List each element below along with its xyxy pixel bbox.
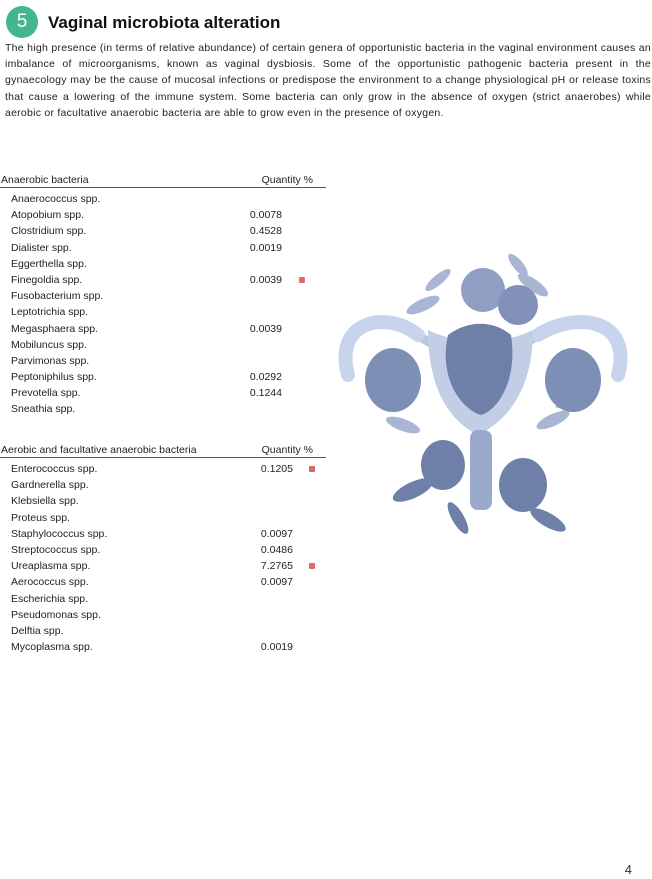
bacteria-name: Aerococcus spp.	[11, 576, 89, 589]
bacteria-name: Sneathia spp.	[11, 403, 76, 416]
quantity-value: 0.4528	[249, 225, 282, 238]
table-row	[0, 191, 326, 207]
table-row	[0, 623, 326, 639]
bacteria-name: Delftia spp.	[11, 624, 64, 637]
bacteria-name: Proteus spp.	[11, 511, 70, 524]
table-row	[0, 401, 326, 417]
bacteria-name: Atopobium spp.	[11, 209, 84, 222]
bacteria-name: Prevotella spp.	[11, 387, 81, 400]
bacteria-name: Anaerococcus spp.	[11, 193, 101, 205]
table-row	[0, 558, 326, 574]
table-row	[0, 461, 326, 477]
bacteria-name: Staphylococcus spp.	[11, 527, 108, 540]
table-row	[0, 207, 326, 223]
bacteria-name: Finegoldia spp.	[11, 273, 83, 286]
bacteria-name: Pseudomonas spp.	[11, 608, 101, 621]
table-row	[0, 385, 326, 401]
table-header	[0, 174, 326, 188]
quantity-value: 0.0039	[249, 322, 282, 335]
bacteria-name: Peptoniphilus spp.	[11, 371, 97, 384]
bacteria-name: Eggerthella spp.	[11, 257, 87, 270]
table-row	[0, 321, 326, 337]
table-body	[0, 191, 326, 418]
bacteria-name: Fusobacterium spp.	[11, 290, 104, 303]
table-row	[0, 639, 326, 655]
quantity-value: 0.1205	[260, 463, 293, 475]
table-row	[0, 510, 326, 526]
bacteria-name: Clostridium spp.	[11, 225, 87, 238]
table-row	[0, 288, 326, 304]
bacteria-name: Enterococcus spp.	[11, 463, 98, 475]
column-header-quantity: Quantity %	[261, 174, 313, 186]
bacteria-name: Escherichia spp.	[11, 592, 89, 605]
bacteria-name: Gardnerella spp.	[11, 479, 89, 492]
anaerobic-bacteria-table	[0, 174, 326, 418]
quantity-value: 0.0019	[249, 241, 282, 254]
page-title: Vaginal microbiota alteration	[48, 13, 281, 32]
table-body	[0, 461, 326, 655]
quantity-value: 0.1244	[249, 387, 282, 400]
bacteria-name: Ureaplasma spp.	[11, 560, 91, 573]
table-header	[0, 444, 326, 458]
table-row	[0, 526, 326, 542]
uterus-floral-illustration	[328, 250, 638, 550]
column-header-name: Anaerobic bacteria	[1, 174, 89, 186]
table-row	[0, 304, 326, 320]
table-row	[0, 477, 326, 493]
table-row	[0, 591, 326, 607]
table-row	[0, 369, 326, 385]
table-row	[0, 223, 326, 239]
section-number-badge: 5	[6, 6, 38, 38]
quantity-value: 0.0292	[249, 371, 282, 384]
quantity-value: 0.0078	[249, 209, 282, 222]
bacteria-name: Leptotrichia spp.	[11, 306, 89, 319]
bacteria-name: Mycoplasma spp.	[11, 641, 93, 654]
bacteria-name: Megasphaera spp.	[11, 322, 98, 335]
table-row	[0, 574, 326, 590]
bacteria-name: Parvimonas spp.	[11, 354, 90, 367]
quantity-value: 0.0039	[249, 273, 282, 286]
table-row	[0, 256, 326, 272]
column-header-quantity: Quantity %	[261, 444, 313, 456]
alert-flag-icon	[309, 563, 315, 569]
bacteria-name: Streptococcus spp.	[11, 543, 101, 556]
bacteria-name: Klebsiella spp.	[11, 495, 79, 508]
table-row	[0, 353, 326, 369]
page-number: 4	[624, 862, 632, 877]
alert-flag-icon	[299, 277, 305, 283]
table-row	[0, 337, 326, 353]
quantity-value: 0.0097	[260, 576, 293, 589]
quantity-value: 0.0097	[260, 527, 293, 540]
table-row	[0, 607, 326, 623]
aerobic-bacteria-table	[0, 444, 326, 655]
intro-paragraph: The high presence (in terms of relative abundance) of certain genera of opportunistic bacteria in the vaginal environment causes an imbalance of microorganisms, known as vaginal dysbiosis. Some of the opportunistic pathogenic bacteria present in the gynaecology may be the cause of mucosal infections or predispose the environment to a change physiological pH or release toxins that cause a lowering of the immune system. Some bacteria can only grow in the absence of oxygen (strict anaerobes) while aerobic or facultative anaerobic bacteria are able to grow even in the presence of oxygen.	[5, 42, 651, 119]
alert-flag-icon	[309, 466, 315, 472]
table-row	[0, 493, 326, 509]
table-row	[0, 272, 326, 288]
bacteria-name: Dialister spp.	[11, 241, 72, 254]
column-header-name: Aerobic and facultative anaerobic bacteria	[1, 444, 197, 456]
quantity-value: 0.0019	[260, 641, 293, 654]
bacteria-name: Mobiluncus spp.	[11, 338, 87, 351]
quantity-value: 0.0486	[260, 543, 293, 556]
table-row	[0, 240, 326, 256]
quantity-value: 7.2765	[260, 560, 293, 573]
table-row	[0, 542, 326, 558]
